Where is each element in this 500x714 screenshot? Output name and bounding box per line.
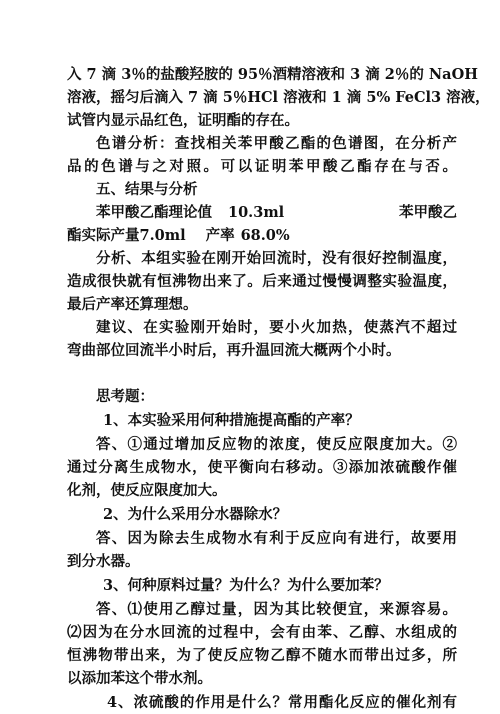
answer-3-line-1: 答、⑴使用乙醇过量，因为其比较便宜，来源容易。: [96, 601, 457, 618]
answer-2-line-2: 到分水器。: [67, 553, 140, 570]
analysis-line-2: 造成很快就有恒沸物出来了。后来通过慢慢调整实验温度，: [67, 273, 457, 290]
answer-1-line-1: 答、①通过增加反应物的浓度，使反应限度加大。②: [96, 436, 457, 453]
analysis-line-1: 分析、本组实验在刚开始回流时，没有很好控制温度，: [96, 250, 457, 267]
answer-1-line-2: 通过分离生成物水，使平衡向右移动。③添加浓硫酸作催: [67, 459, 457, 476]
answer-1-line-3: 化剂，使反应限度加大。: [67, 482, 227, 499]
suggestion-line-1: 建议、在实验刚开始时，要小火加热，使蒸汽不超过: [96, 319, 457, 336]
theoretical-label: 苯甲酸乙酯理论值: [96, 204, 212, 221]
actual-value: 7.0ml: [139, 227, 186, 244]
actual-yield-line: [67, 225, 457, 247]
questions-title: 思考题：: [96, 388, 154, 405]
question-3: 3、何种原料过量？为什么？为什么要加苯？: [103, 577, 389, 594]
section-heading: 五、结果与分析: [96, 181, 198, 198]
question-4-line-1: 4、浓硫酸的作用是什么？常用酯化反应的催化剂有: [107, 694, 457, 711]
answer-2-line-1: 答、因为除去生成物水有利于反应向有进行，故要用: [96, 530, 457, 547]
answer-3-line-2: ⑵因为在分水回流的过程中，会有由苯、乙醇、水组成的: [67, 624, 457, 641]
yield-label: 产率: [205, 227, 235, 244]
suggestion-line-2: 弯曲部位回流半小时后，再升温回流大概两个小时。: [67, 342, 401, 359]
answer-3-line-4: 以添加苯这个带水剂。: [67, 670, 212, 687]
test-line-2: 溶液，摇匀后滴入 7 滴 5％HCl 溶液和 1 滴 5% FeCl3 溶液，: [67, 89, 490, 106]
question-2: 2、为什么采用分水器除水？: [103, 506, 288, 523]
chromatography-line-1: 色谱分析：查找相关苯甲酸乙酯的色谱图，在分析产: [96, 135, 457, 152]
actual-label-part-a: 苯甲酸乙: [399, 204, 457, 221]
answer-3-line-3: 恒沸物带出来，为了使反应物乙醇不随水而带出过多，所: [67, 647, 457, 664]
test-line-1: 入 7 滴 3％的盐酸羟胺的 95％酒精溶液和 3 滴 2％的 NaOH: [67, 66, 478, 83]
test-line-3: 试管内显示品红色，证明酯的存在。: [67, 112, 299, 129]
yield-value: 68.0%: [240, 227, 290, 244]
actual-label-part-b: 酯实际产量: [67, 227, 140, 244]
chromatography-line-2: 品的色谱与之对照。可以证明苯甲酸乙酯存在与否。: [67, 158, 457, 175]
analysis-line-3: 最后产率还算理想。: [67, 296, 198, 313]
theoretical-value: 10.3ml: [228, 204, 285, 221]
theoretical-value-line: [96, 202, 457, 224]
question-1: 1、本实验采用何种措施提高酯的产率？: [103, 412, 360, 429]
